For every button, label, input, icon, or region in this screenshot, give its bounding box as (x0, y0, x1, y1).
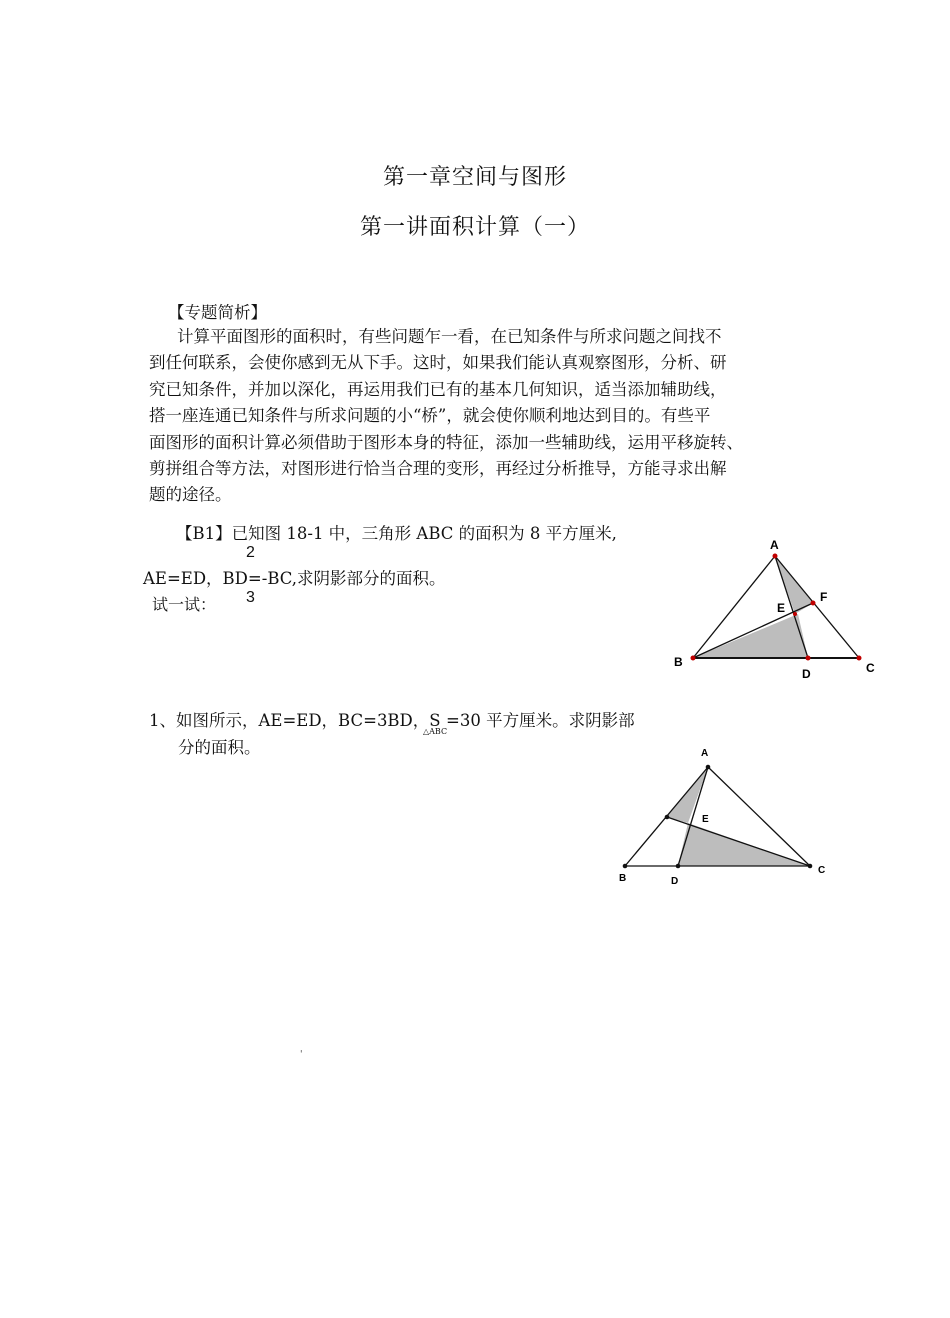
label-c: C (818, 865, 826, 876)
exercise-statement (149, 708, 441, 734)
label-e: E (702, 814, 709, 825)
stray-mark: ' (300, 1050, 303, 1060)
label-b: B (619, 873, 627, 884)
intro-paragraph (149, 324, 809, 509)
fraction-denominator: 3 (246, 589, 255, 606)
label-f: F (820, 590, 828, 604)
intro-line: 剪拼组合等方法，对图形进行恰当合理的变形，再经过分析推导，方能寻求出解 (149, 459, 727, 479)
label-a: A (701, 748, 709, 759)
intro-line: 面图形的面积计算必须借助于图形本身的特征，添加一些辅助线，运用平移旋转、 (149, 432, 743, 452)
intro-line: 搭一座连通已知条件与所求问题的小“桥”，就会使你顺利地达到目的。有些平 (149, 406, 711, 426)
exercise-text-a: 1、如图所示，AE=ED，BC=3BD，S (149, 711, 441, 730)
exercise-text-b: =30 平方厘米。求阴影部 (446, 711, 635, 730)
example-statement: 【B1】已知图 18-1 中，三角形 ABC 的面积为 8 平方厘米, (176, 524, 617, 543)
example-statement-2: AE=ED，BD=-BC,求阴影部分的面积。 (143, 569, 446, 588)
intro-line: 计算平面图形的面积时，有些问题乍一看，在已知条件与所求问题之间找不 (177, 327, 722, 346)
chapter-title: 第一章空间与图形 (382, 165, 567, 190)
area-subscript: △ABC (423, 727, 448, 736)
intro-line: 题的途径。 (149, 485, 232, 505)
label-d: D (671, 876, 679, 887)
try-label: 试一试： (152, 595, 217, 614)
label-b: B (674, 655, 683, 669)
label-d: D (802, 667, 811, 681)
exercise-statement-2: 分的面积。 (178, 738, 261, 757)
label-e: E (777, 601, 786, 615)
intro-line: 究已知条件，并加以深化，再运用我们已有的基本几何知识，适当添加辅助线， (149, 379, 727, 399)
lecture-title: 第一讲面积计算（一） (359, 215, 590, 240)
intro-heading: 【专题简析】 (168, 303, 267, 322)
figure-18-1 (660, 530, 890, 685)
fraction-numerator: 2 (246, 544, 255, 561)
label-a: A (770, 538, 779, 552)
label-c: C (866, 661, 875, 675)
intro-line: 到任何联系，会使你感到无从下手。这时，如果我们能认真观察图形，分析、研 (149, 353, 727, 373)
exercise-figure (610, 740, 835, 890)
